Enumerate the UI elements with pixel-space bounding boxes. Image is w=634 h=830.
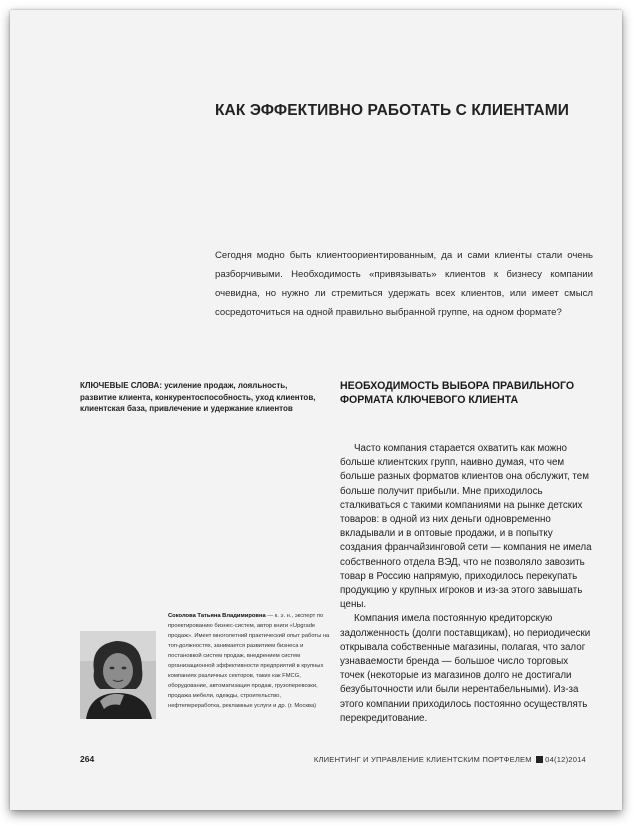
author-bio xyxy=(168,611,330,711)
page-number: 264 xyxy=(80,754,95,764)
author-photo xyxy=(80,631,156,719)
author-portrait-image xyxy=(80,631,156,719)
keywords-block xyxy=(80,380,325,415)
section-heading: НЕОБХОДИМОСТЬ ВЫБОРА ПРАВИЛЬНОГО ФОРМАТА КЛЮЧЕВОГО КЛИЕНТА xyxy=(340,380,575,406)
journal-title: КЛИЕНТИНГ И УПРАВЛЕНИЕ КЛИЕНТСКИМ ПОРТФЕЛЕМ xyxy=(313,755,532,764)
magazine-page xyxy=(10,10,622,810)
running-footer xyxy=(314,755,586,764)
keywords-label: КЛЮЧЕВЫЕ СЛОВА: xyxy=(80,381,162,390)
square-bullet-icon xyxy=(536,756,543,763)
author-description: — к. э. н., эксперт по проектированию бизнес-систем, автор книги «Upgrade продаж». Имеет многолетний практический опыт работы на топ-должностях, занимается развитием бизнеса и постановкой систем продаж, внедрением систем организационной эффективности предприятий в крупных компаниях различных секторов, таких как FMCG, оборудование, автоматизация продаж, грузоперевозки, продажа мебели, одежды, строительство, нефтепереработка, рекламные услуги и др. (г. Москва) xyxy=(168,613,330,709)
article-title: КАК ЭФФЕКТИВНО РАБОТАТЬ С КЛИЕНТАМИ xyxy=(215,102,569,119)
issue-number: 04(12)2014 xyxy=(545,755,586,764)
body-paragraph: Часто компания старается охватить как можно больше клиентских групп, наивно думая, что чем больше разных форматов клиентов она обслужит, тем больше получит прибыли. Мне приходилось сталкиваться с такими компаниями на рынке детских товаров: в одной из них деньги одновременно вкладывали и в оптовые продажи, и в попытку создания франчайзинговой сети — компания не имела собственного отдела ВЭД, что не позволяло завозить товар в Россию напрямую, приходилось перекупать продукцию у крупных игроков и из-за этого завышать цены. xyxy=(340,443,592,611)
article-body xyxy=(340,442,592,726)
author-name: Соколова Татьяна Владимировна xyxy=(168,613,266,619)
keywords-text: усиление продаж, лояльность, развитие клиента, конкурентоспособность, уход клиентов, клиентская база, привлечение и удержание клиентов xyxy=(80,381,316,413)
article-lead: Сегодня модно быть клиентоориентированным, да и сами клиенты стали очень разборчивыми. Необходимость «привязывать» клиентов к бизнесу компании очевидна, но нужно ли стремиться удержать всех клиентов, или имеет смысл сосредоточиться на одной правильно выбранной группе, на одном формате? xyxy=(215,250,593,318)
body-paragraph: Компания имела постоянную кредиторскую задолженность (долги поставщикам), но периодически открывала собственные магазины, полагая, что залог узнаваемости бренда — большое число торговых точек (некоторые из магазинов долго не достигали безубыточности или были нерентабельными). Из-за этого компании приходилось постоянно осуществлять перекредитование. xyxy=(340,613,591,724)
